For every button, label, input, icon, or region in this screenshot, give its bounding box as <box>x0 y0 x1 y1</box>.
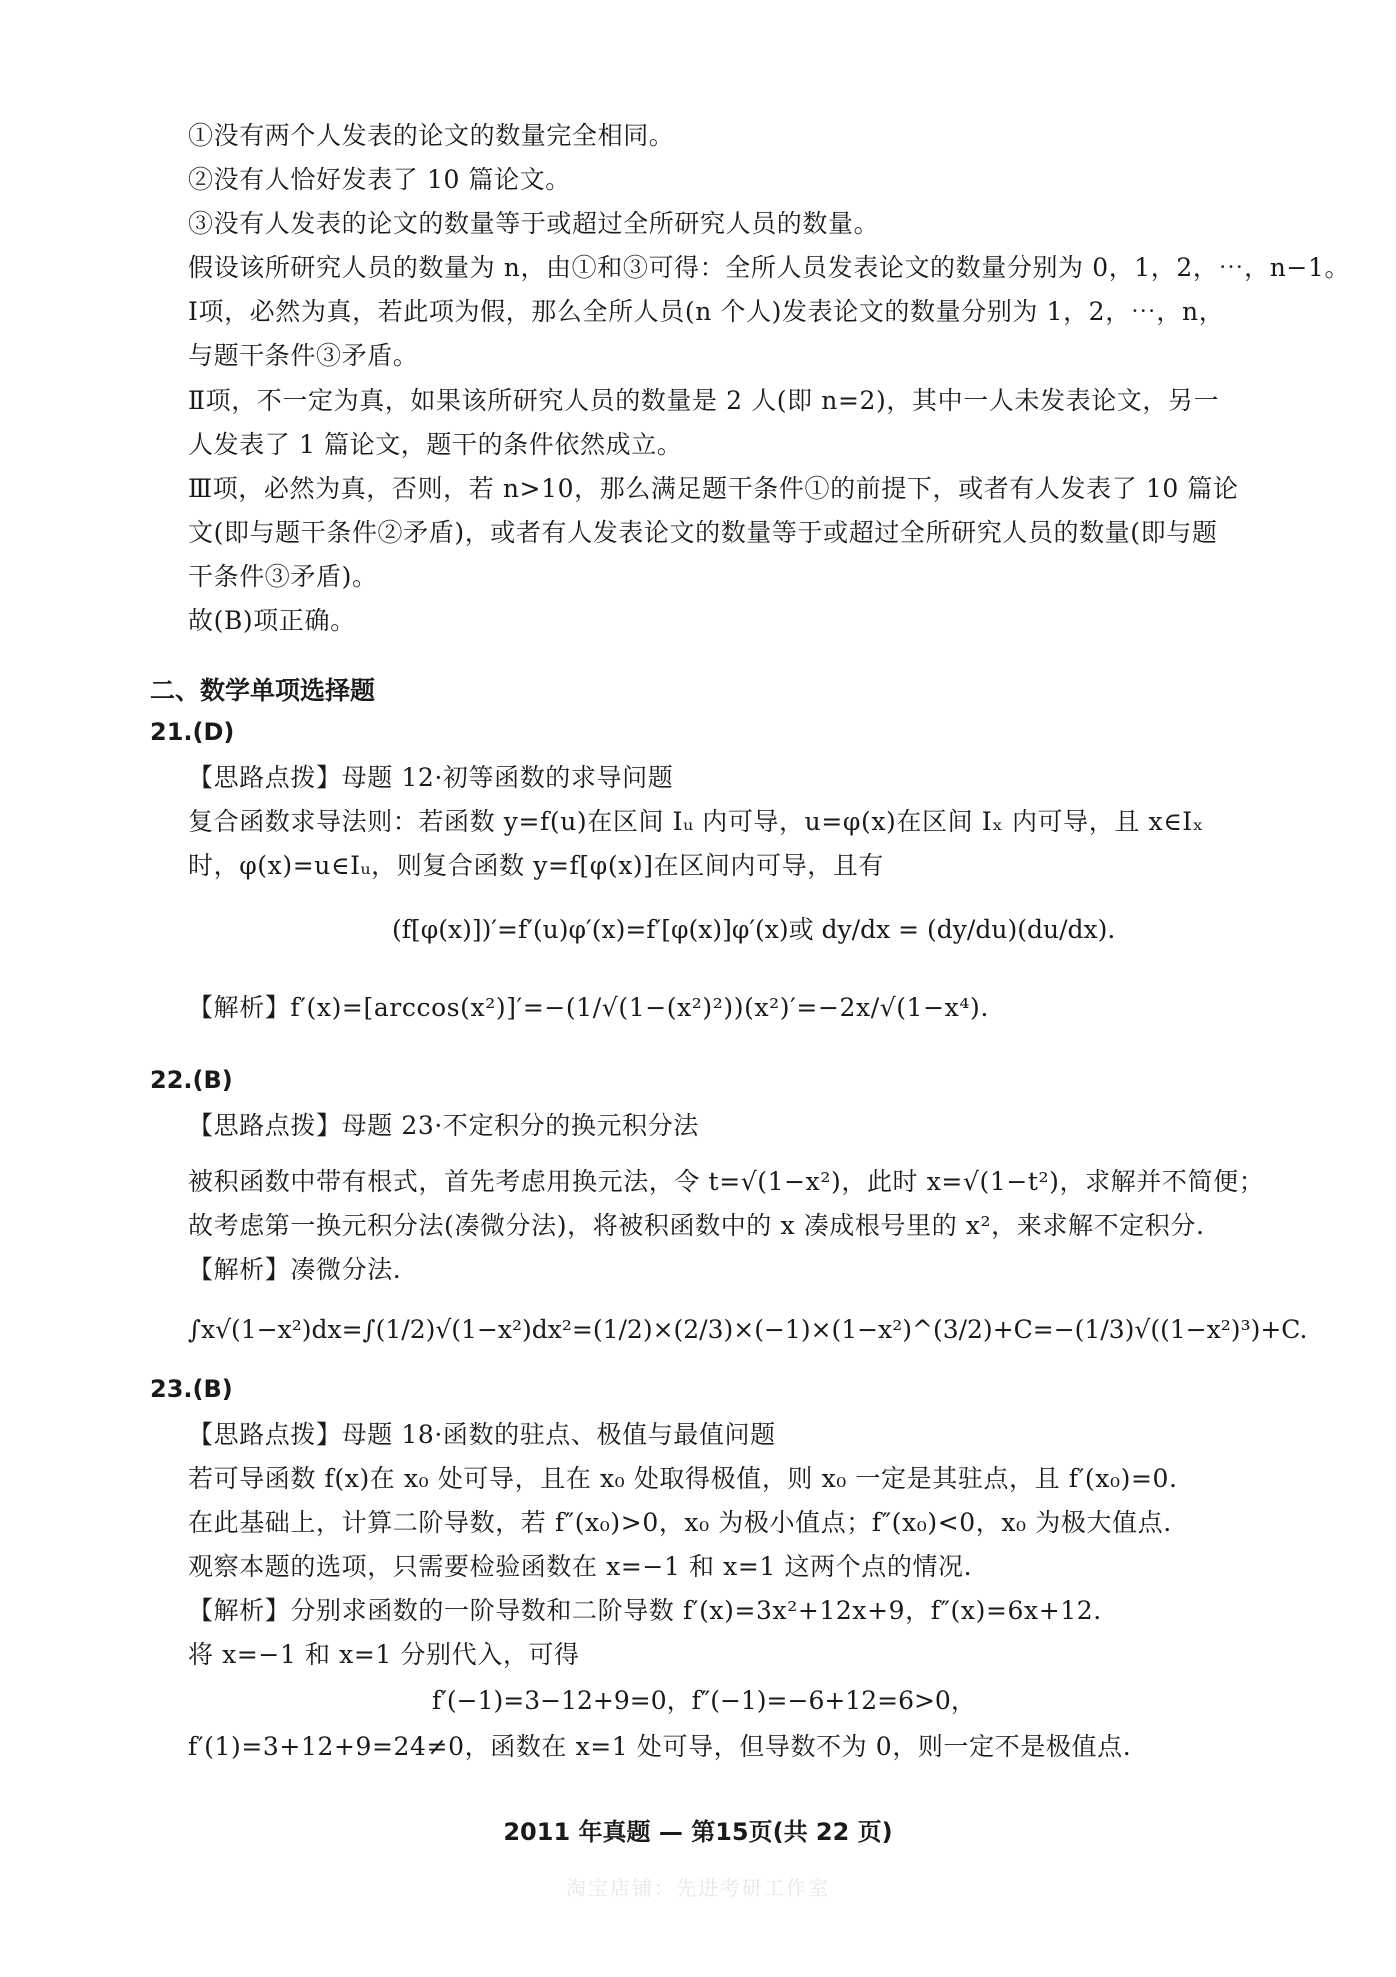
para-line: 复合函数求导法则：若函数 y=f(u)在区间 Iᵤ 内可导，u=φ(x)在区间 Iₓ 内可导，且 x∈Iₓ <box>188 807 1204 836</box>
formula-derivative-values: f′(−1)=3−12+9=0，f″(−1)=−6+12=6>0， <box>432 1686 976 1715</box>
para-line: Ⅲ项，必然为真，否则，若 n>10，那么满足题干条件①的前提下，或者有人发表了 10 篇论 <box>188 474 1239 503</box>
para-line: 故考虑第一换元积分法(凑微分法)，将被积函数中的 x 凑成根号里的 x²，来求解不定积分. <box>188 1211 1205 1240</box>
hint-line: 【思路点拨】母题 12·初等函数的求导问题 <box>188 763 674 792</box>
solution-line: 【解析】f′(x)=[arccos(x²)]′=−(1/√(1−(x²)²))(x²)′=−2x/√(1−x⁴). <box>188 993 989 1022</box>
para-line: 假设该所研究人员的数量为 n，由①和③可得：全所人员发表论文的数量分别为 0，1，2，⋯，n−1。 <box>188 253 1351 282</box>
para-line: ③没有人发表的论文的数量等于或超过全所研究人员的数量。 <box>188 209 880 238</box>
page-footer: 2011 年真题 — 第15页(共 22 页) <box>503 1818 893 1846</box>
para-line: 时，φ(x)=u∈Iᵤ，则复合函数 y=f[φ(x)]在区间内可导，且有 <box>188 851 885 880</box>
formula-chain-rule: (f[φ(x)])′=f′(u)φ′(x)=f′[φ(x)]φ′(x)或 dy/dx = (dy/du)(du/dx). <box>392 915 1116 944</box>
para-line: 将 x=−1 和 x=1 分别代入，可得 <box>188 1640 580 1669</box>
solution-line: 【解析】凑微分法. <box>188 1255 402 1284</box>
para-line: 在此基础上，计算二阶导数，若 f″(x₀)>0，x₀ 为极小值点；f″(x₀)<0，x₀ 为极大值点. <box>188 1508 1172 1537</box>
para-line: Ⅰ项，必然为真，若此项为假，那么全所人员(n 个人)发表论文的数量分别为 1，2，⋯，n， <box>188 297 1225 326</box>
para-line: 人发表了 1 篇论文，题干的条件依然成立。 <box>188 430 683 459</box>
section-title: 二、数学单项选择题 <box>150 676 376 705</box>
para-line: f′(1)=3+12+9=24≠0，函数在 x=1 处可导，但导数不为 0，则一定不是极值点. <box>188 1732 1132 1761</box>
para-line: 与题干条件③矛盾。 <box>188 341 419 370</box>
question-number-23: 23.(B) <box>150 1375 233 1403</box>
para-line: Ⅱ项，不一定为真，如果该所研究人员的数量是 2 人(即 n=2)，其中一人未发表论文，另一 <box>188 386 1220 415</box>
watermark: 淘宝店铺：先进考研工作室 <box>566 1876 830 1900</box>
question-number-22: 22.(B) <box>150 1066 233 1094</box>
para-line: 文(即与题干条件②矛盾)，或者有人发表论文的数量等于或超过全所研究人员的数量(即与题 <box>188 518 1218 547</box>
para-line: 观察本题的选项，只需要检验函数在 x=−1 和 x=1 这两个点的情况. <box>188 1552 973 1581</box>
para-line: 若可导函数 f(x)在 x₀ 处可导，且在 x₀ 处取得极值，则 x₀ 一定是其驻点，且 f′(x₀)=0. <box>188 1464 1178 1493</box>
para-line: 被积函数中带有根式，首先考虑用换元法，令 t=√(1−x²)，此时 x=√(1−t²)，求解并不简便； <box>188 1167 1265 1196</box>
formula-integral: ∫x√(1−x²)dx=∫(1/2)√(1−x²)dx²=(1/2)×(2/3)×(−1)×(1−x²)^(3/2)+C=−(1/3)√((1−x²)³)+C. <box>188 1315 1308 1344</box>
hint-line: 【思路点拨】母题 23·不定积分的换元积分法 <box>188 1111 699 1140</box>
hint-line: 【思路点拨】母题 18·函数的驻点、极值与最值问题 <box>188 1420 776 1449</box>
para-line: 故(B)项正确。 <box>188 606 356 635</box>
question-number-21: 21.(D) <box>150 718 235 746</box>
para-line: ②没有人恰好发表了 10 篇论文。 <box>188 165 571 194</box>
solution-line: 【解析】分别求函数的一阶导数和二阶导数 f′(x)=3x²+12x+9，f″(x)=6x+12. <box>188 1596 1102 1625</box>
para-line: 干条件③矛盾)。 <box>188 562 378 591</box>
para-line: ①没有两个人发表的论文的数量完全相同。 <box>188 121 675 150</box>
